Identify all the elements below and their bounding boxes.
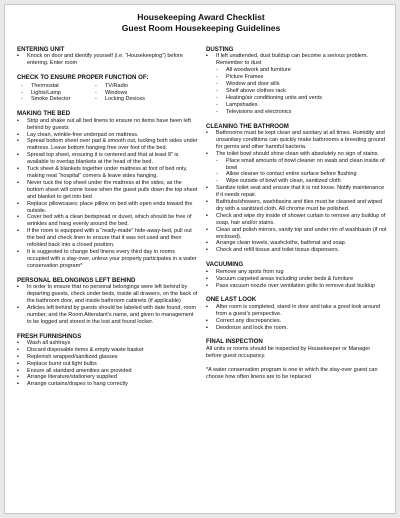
sub-list-item: - Lampshades bbox=[206, 102, 387, 109]
section-heading-belongings: PERSONAL BELONGINGS LEFT BEHIND bbox=[17, 276, 136, 284]
list-item: ▪ It is suggested to change bed linens every third day in rooms occupied with a stay-over, unless your property participates in a water conservation program* bbox=[17, 249, 198, 270]
list-item: ▪ Arrange literature/stationery supplied bbox=[17, 374, 198, 381]
list-item: ▪ Tuck sheet & blankets together under mattress at foot of bed only, making neat “hospital” corners & leave sides hanging. bbox=[17, 166, 198, 180]
list-item: ▪ Arrange curtains/drapes to hang correctly bbox=[17, 381, 198, 388]
section-heading-dusting: DUSTING bbox=[206, 46, 234, 53]
list-item: ▪ Correct any discrepancies. bbox=[206, 318, 387, 325]
list-item: ▪ Cover bed with a clean bedspread or duvet, which should be free of wrinkles and hang evenly around the bed. bbox=[17, 214, 198, 228]
list-item: ▪ Vacuum carpeted areas including under beds & furniture bbox=[206, 276, 387, 283]
list-item: ▪ Arrange clean towels, washcloths, bathmat and soap. bbox=[206, 240, 387, 247]
list-item: ▪ Clean and polish mirrors, vanity top and under rim of washbasin (if not enclosed). bbox=[206, 227, 387, 241]
footnote: *A water conservation program is one in which the stay-over guest can choose how often linens are to be replaced bbox=[206, 366, 378, 380]
sub-list-item: - Televisions and electronics bbox=[206, 109, 387, 116]
sub-list-item: - Heating/air conditioning units and vents bbox=[206, 95, 387, 102]
list-item: ▪ Bathtubs/showers, washbasins and tiles must be cleaned and wiped dry with a sanitized cloth. All chrome must be polished. bbox=[206, 199, 387, 213]
function-check-list bbox=[17, 83, 198, 104]
list-item: ▪ In order to ensure that no personal belongings were left behind by departing guests, check under beds, inside all drawers, on the back of the bathroom door, and inside bathroom cabinets (if applicable) bbox=[17, 284, 198, 305]
list-item: ▪ Spread top sheet, ensuring it is centered and that at least 8” is available to overlap blankets at the head of the bed. bbox=[17, 152, 198, 166]
list-item: ▪ The toilet bowl should shine clean with absolutely no sign of stains. bbox=[206, 151, 387, 158]
list-item: ▪ After room is completed, stand in door and take a good look around from a guest’s perspective. bbox=[206, 304, 387, 318]
right-column bbox=[206, 46, 387, 380]
list-item: ▪ Sanitize toilet seat and ensure that it is not loose. Notify maintenance if it needs repair. bbox=[206, 185, 387, 199]
section-heading-final-inspection: FINAL INSPECTION bbox=[206, 338, 263, 346]
list-item: ▪ If the room is equipped with a “ready-made” hide-away-bed, pull out the bed and check linen to ensure that it was not used and then refolded back into a closed position. bbox=[17, 228, 198, 249]
list-item: ▪ Check and wipe dry inside of shower curtain to remove any buildup of soap, hair and/or stains. bbox=[206, 213, 387, 227]
section-heading-entering-unit: ENTERING UNIT bbox=[17, 46, 65, 53]
sub-list-item: - Place small amounts of bowl cleaner on swab and clean inside of bowl bbox=[206, 158, 387, 172]
final-inspection-text: All units or rooms should be inspected by Housekeeper or Manager before guest occupancy. bbox=[206, 345, 371, 359]
section-heading-bathroom: CLEANING THE BATHROOM bbox=[206, 122, 289, 130]
section-heading-check-function: CHECK TO ENSURE PROPER FUNCTION OF: bbox=[17, 74, 149, 82]
list-item: - Thermostat bbox=[21, 83, 95, 90]
section-heading-making-bed: MAKING THE BED bbox=[17, 110, 71, 118]
section-heading-furnishings: FRESH FURNISHINGS bbox=[17, 332, 82, 340]
list-item: ▪ Pass vacuum nozzle over ventilation grills to remove dust buildup bbox=[206, 283, 387, 290]
list-item: ▪ Deodorize and lock the room. bbox=[206, 325, 387, 332]
list-item: - TV/Radio bbox=[95, 83, 195, 90]
list-item: ▪ Lay clean, wrinkle-free underpad on mattress. bbox=[17, 132, 198, 139]
list-item: ▪ Replace burnt out light bulbs bbox=[17, 361, 198, 368]
list-item: ▪ Never tuck the top sheet under the mattress at the sides, as the bottom sheet will come loose when the guest pulls down the top sheet and blanket to get into bed bbox=[17, 180, 198, 201]
document-title: Housekeeping Award Checklist bbox=[137, 12, 265, 22]
section-heading-vacuuming: VACUUMING bbox=[206, 261, 244, 269]
list-item: ▪ Discard disposable items & empty waste basket bbox=[17, 347, 198, 354]
list-item: ▪ Knock on door and identify yourself (i.e. “Housekeeping”) before entering. Enter room bbox=[17, 53, 198, 67]
list-item: ▪ Check and refill tissue and toilet tissue dispensers. bbox=[206, 247, 387, 254]
sub-list-item: - Window and door sills bbox=[206, 81, 387, 88]
sub-list-item: - Shelf above clothes rack bbox=[206, 88, 387, 95]
sub-list-item: - Allow cleaner to contact entire surface before flushing bbox=[206, 171, 387, 178]
list-item: - Windows bbox=[95, 90, 195, 97]
list-item: - Smoke Detector bbox=[21, 96, 95, 103]
sub-list-item: - All woodwork and furniture bbox=[206, 67, 387, 74]
list-item: ▪ Remove any spots from rug bbox=[206, 269, 387, 276]
list-item: ▪ Wash all ashtrays bbox=[17, 340, 198, 347]
checklist-page bbox=[4, 4, 396, 514]
list-item: - Locking Devices bbox=[95, 96, 195, 103]
list-item: ▪ Replace pillowcases; place pillow on bed with open ends toward the outside. bbox=[17, 201, 198, 215]
left-column bbox=[17, 46, 198, 388]
document-subtitle: Guest Room Housekeeping Guidelines bbox=[121, 23, 281, 33]
list-item: ▪ Replenish wrapped/sanitized glasses bbox=[17, 354, 198, 361]
list-item: ▪ Ensure all standard amenities are provided bbox=[17, 368, 198, 375]
sub-list-item: - Picture Frames bbox=[206, 74, 387, 81]
list-item: ▪ Strip and shake out all bed linens to ensure no items have been left behind by guests bbox=[17, 118, 198, 132]
list-item: ▪ Articles left behind by guests should be labeled with date found, room number, and the Room Attendant’s name, and given to management to be logged and stored in the lost and found locker. bbox=[17, 305, 198, 326]
list-item: - Lights/Lamp bbox=[21, 90, 95, 97]
section-heading-last-look: ONE LAST LOOK bbox=[206, 296, 257, 304]
list-item: ▪ Spread bottom sheet over pad & smooth out, tucking both sides under mattress. Leave bottom hanging free over foot of the bed. bbox=[17, 138, 198, 152]
list-item: ▪ If left unattended, dust buildup can become a serious problem. Remember to dust bbox=[206, 53, 387, 67]
sub-list-item: - Wipe outside of bowl with clean, sanitized cloth bbox=[206, 178, 387, 185]
list-item: ▪ Bathrooms must be kept clean and sanitary at all times. Humidity and unsanitary conditions can quickly make bathrooms a breeding ground for germs and other harmful bacteria. bbox=[206, 130, 387, 151]
